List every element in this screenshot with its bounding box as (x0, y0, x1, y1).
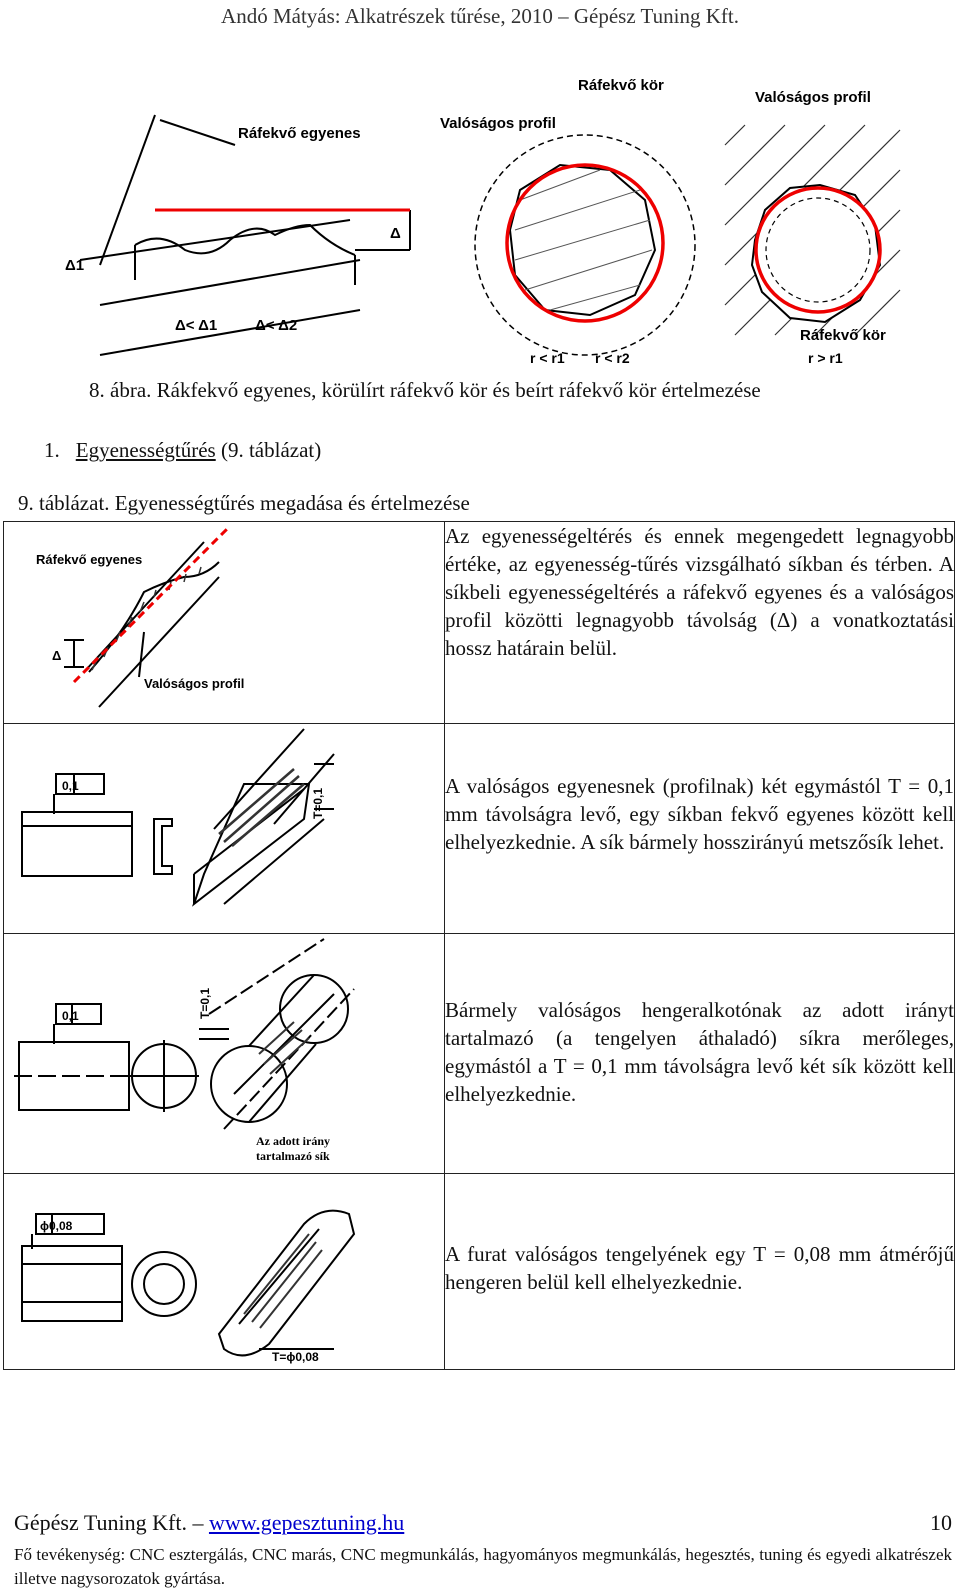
fig8-circle-inner (725, 125, 905, 340)
fig8-label-rafekvo-egyenes: Ráfekvő egyenes (238, 125, 361, 142)
straightness-table (3, 521, 955, 1370)
row1-drawing (4, 522, 444, 718)
fig8-cond-4: r < r2 (595, 350, 630, 366)
fig8-cond-2: Δ< Δ2 (255, 317, 298, 334)
row2-text: A valóságos egyenesnek (profilnak) két egymástól T = 0,1 mm távolságra levő, egy síkban fekvő egyenes között kell elhelyezkednie. A sík bármely hosszirányú metszősík lehet. (445, 724, 955, 934)
row4-T-label: T=ϕ0,08 (272, 1350, 319, 1364)
fig8-label-valosagos-profil-2: Valóságos profil (755, 89, 871, 106)
row3-note-2: tartalmazó sík (256, 1149, 330, 1163)
row3-note-1: Az adott irány (256, 1134, 330, 1148)
row2-tolerance: 0,1 (62, 779, 79, 793)
footer-activities: Fő tevékenység: CNC esztergálás, CNC marás, CNC megmunkálás, hagyományos megmunkálás, hegesztés, tuning és egyedi alkatrészek illetve nagysorozatok gyártása. (14, 1545, 952, 1588)
footer-line (14, 1510, 958, 1536)
row2-drawing (4, 724, 444, 928)
row1-delta: Δ (52, 648, 62, 663)
row3-figure (4, 934, 445, 1174)
fig8-cond-3: r < r1 (530, 350, 565, 366)
row3-text: Bármely valóságos hengeralkotónak az adott irányt tartalmazó (a tengelyen áthaladó) síkra merőleges, egymástól a T = 0,1 mm távolságra levő két sík között kell elhelyezkednie. (445, 934, 955, 1174)
figure-8 (0, 60, 960, 375)
row3-tolerance: 0,1 (62, 1009, 79, 1023)
section-rest: (9. táblázat) (215, 438, 322, 462)
fig8-label-rafekvo-kor-1: Ráfekvő kör (578, 77, 664, 94)
fig8-delta1: Δ1 (65, 257, 85, 274)
fig8-straightness-drawing (80, 115, 410, 355)
row2-T-label: T=0,1 (311, 787, 325, 819)
fig8-cond-5: r > r1 (808, 350, 843, 366)
row4-text: A furat valóságos tengelyének egy T = 0,08 mm átmérőjű hengeren belül kell elhelyezkednie. (445, 1174, 955, 1370)
row4-drawing (4, 1174, 444, 1364)
table-title: 9. táblázat. Egyenességtűrés megadása és értelmezése (18, 491, 470, 515)
page-number: 10 (930, 1510, 952, 1535)
figure-caption: 8. ábra. Rákfekvő egyenes, körülírt ráfekvő kör és beírt ráfekvő kör értelmezése (89, 378, 761, 402)
table-row (4, 522, 955, 724)
table-row (4, 1174, 955, 1370)
section-link[interactable]: Egyenességtűrés (75, 438, 216, 462)
table-row (4, 724, 955, 934)
fig8-label-rafekvo-kor-2: Ráfekvő kör (800, 327, 886, 344)
footer-company: Gépész Tuning Kft. – (14, 1510, 209, 1535)
fig8-circle-outer (475, 135, 695, 355)
row1-text: Az egyenességeltérés és ennek megengedett legnagyobb értéke, az egyenesség-tűrés vizsgálható síkban és térben. A síkbeli egyenességeltérés a ráfekvő egyenes és a valóságos profil közötti legnagyobb távolság (Δ) a vonatkoztatási hossz határain belül. (445, 522, 955, 724)
row4-tolerance: ϕ0,08 (40, 1219, 73, 1233)
fig8-cond-1: Δ< Δ1 (175, 317, 218, 334)
footer-url-link[interactable]: www.gepesztuning.hu (208, 1510, 405, 1535)
row3-drawing (4, 934, 444, 1168)
row3-T-label: T=0,1 (198, 987, 212, 1019)
fig8-label-valosagos-profil-1: Valóságos profil (440, 115, 556, 132)
fig8-delta: Δ (390, 225, 401, 242)
page-header: Andó Mátyás: Alkatrészek tűrése, 2010 – Gépész Tuning Kft. (221, 4, 739, 28)
row1-label-1: Ráfekvő egyenes (36, 552, 143, 567)
section-heading (44, 438, 321, 463)
row2-figure (4, 724, 445, 934)
row1-figure (4, 522, 445, 724)
row1-label-2: Valóságos profil (144, 676, 245, 691)
row4-figure (4, 1174, 445, 1370)
table-row (4, 934, 955, 1174)
section-number: 1. (44, 438, 60, 462)
